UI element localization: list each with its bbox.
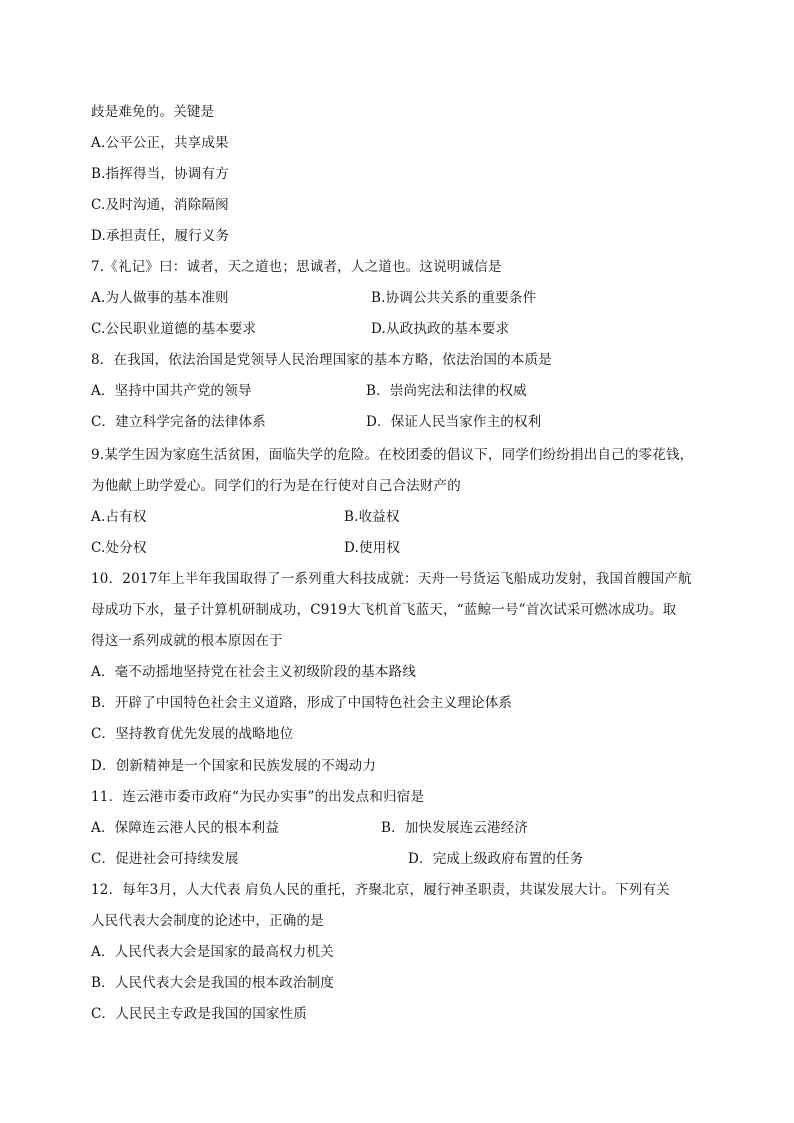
- option-line: B．人民代表大会是我国的根本政治制度: [91, 975, 335, 991]
- option-line: A.为人做事的基本准则: [91, 290, 229, 306]
- option-line: A.公平公正，共享成果: [91, 135, 229, 151]
- option-line: C.公民职业道德的基本要求: [91, 321, 257, 337]
- option-line: D.承担责任，履行义务: [91, 228, 230, 244]
- question-10-cont: 得这一系列成就的根本原因在于: [91, 633, 283, 649]
- option-line: A．保障连云港人民的根本利益: [91, 820, 280, 836]
- question-12: 12．每年3月，人大代表 肩负人民的重托，齐聚北京，履行神圣职责，共谋发展大计。下列有关: [91, 882, 670, 898]
- option-line: C.及时沟通，消除隔阂: [91, 197, 229, 213]
- question-7: 7.《礼记》曰：诚者，天之道也；思诚者，人之道也。这说明诚信是: [91, 259, 502, 275]
- option-line: C．促进社会可持续发展: [91, 851, 239, 867]
- option-line: B．崇尚宪法和法律的权威: [366, 383, 527, 399]
- option-line: B．加快发展连云港经济: [381, 820, 529, 836]
- option-line: A．坚持中国共产党的领导: [91, 383, 252, 399]
- option-line: A．毫不动摇地坚持党在社会主义初级阶段的基本路线: [91, 664, 417, 680]
- text-line: 歧是难免的。关键是: [91, 104, 215, 120]
- option-line: B.收益权: [344, 509, 400, 525]
- option-line: B.指挥得当，协调有方: [91, 166, 229, 182]
- question-8: 8．在我国，依法治国是党领导人民治理国家的基本方略，依法治国的本质是: [91, 352, 552, 368]
- option-line: C．建立科学完备的法律体系: [91, 414, 266, 430]
- option-line: D．创新精神是一个国家和民族发展的不竭动力: [91, 758, 377, 774]
- option-line: D．完成上级政府布置的任务: [408, 851, 584, 867]
- question-11: 11．连云港市委市政府“为民办实事”的出发点和归宿是: [91, 789, 425, 805]
- option-line: D.从政执政的基本要求: [371, 321, 510, 337]
- question-10-cont: 母成功下水，量子计算机研制成功，C919大飞机首飞蓝天，“蓝鲸一号”首次试采可燃冰成功。取: [91, 602, 677, 618]
- option-line: D．保证人民当家作主的权利: [366, 414, 542, 430]
- option-line: B．开辟了中国特色社会主义道路，形成了中国特色社会主义理论体系: [91, 695, 513, 711]
- option-line: A.占有权: [91, 509, 147, 525]
- question-9: 9.某学生因为家庭生活贫困，面临失学的危险。在校团委的倡议下，同学们纷纷捐出自己的零花钱，: [91, 447, 694, 463]
- option-line: B.协调公共关系的重要条件: [371, 290, 537, 306]
- option-line: C．坚持教育优先发展的战略地位: [91, 726, 294, 742]
- option-line: A．人民代表大会是国家的最高权力机关: [91, 944, 334, 960]
- question-10: 10．2017年上半年我国取得了一系列重大科技成就：天舟一号货运飞船成功发射，我国首艘国产航: [91, 571, 692, 587]
- question-9-cont: 为他献上助学爱心。同学们的行为是在行使对自己合法财产的: [91, 478, 461, 494]
- option-line: D.使用权: [344, 540, 401, 556]
- question-12-cont: 人民代表大会制度的论述中，正确的是: [91, 913, 324, 929]
- option-line: C．人民民主专政是我国的国家性质: [91, 1006, 308, 1022]
- option-line: C.处分权: [91, 540, 147, 556]
